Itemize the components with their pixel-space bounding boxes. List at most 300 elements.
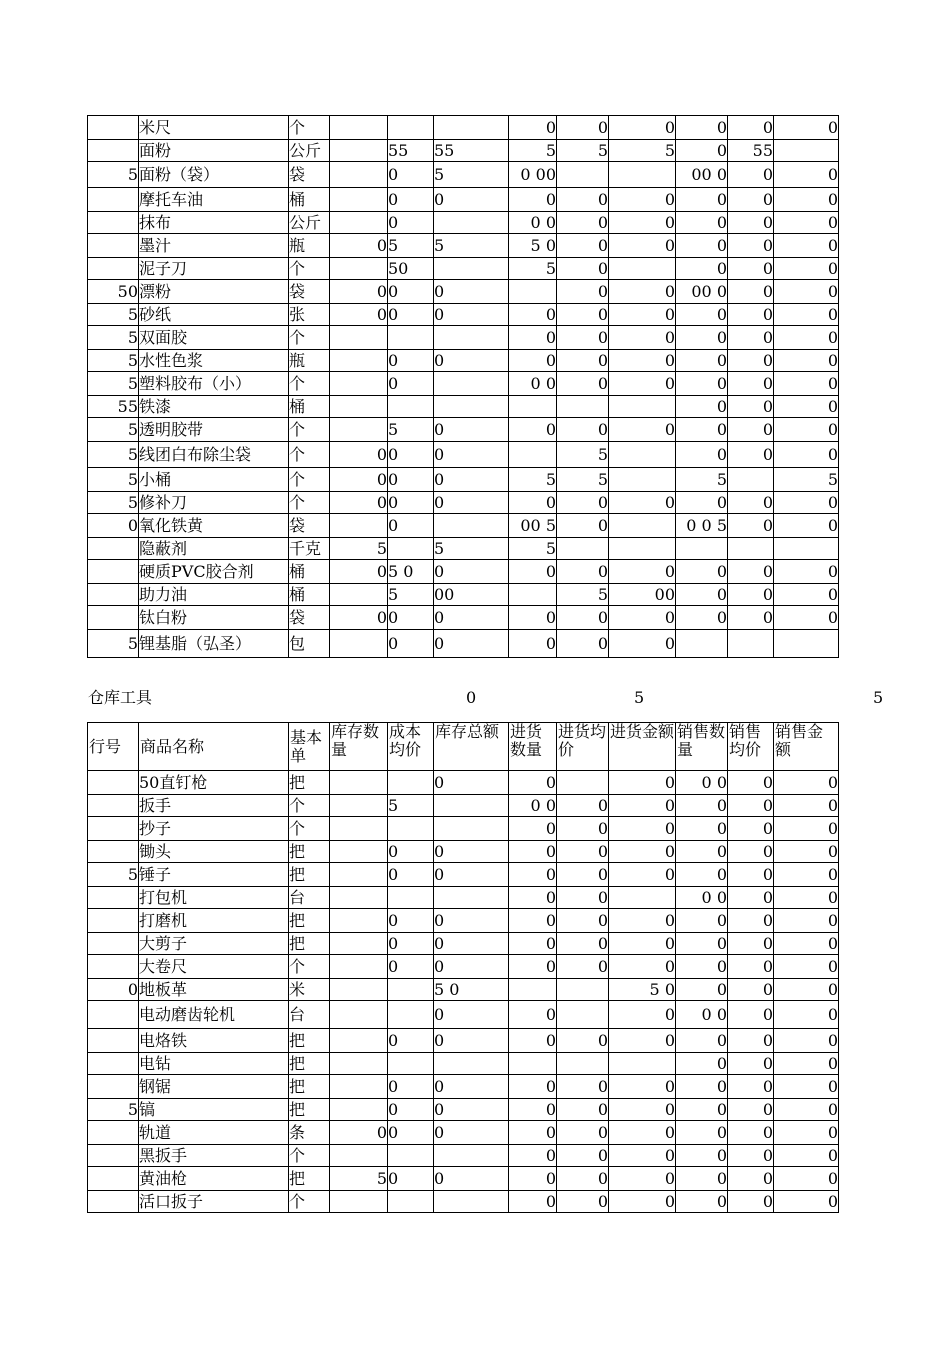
cell-name: 双面胶 [139,326,289,350]
cell-sale-amount [774,140,839,162]
cell-row-no [88,795,139,817]
cell-row-no: 5 [88,1099,139,1121]
table-row [88,234,839,258]
cell-sale-avg: 0 [728,326,774,350]
cell-in-avg: 0 [557,909,609,933]
cell-stock-qty [330,258,388,280]
cell-stock-total [434,817,509,841]
cell-in-avg [557,771,609,795]
cell-name: 硬质PVC胶合剂 [139,560,289,584]
cell-sale-avg: 0 [728,258,774,280]
cell-sale-avg: 0 [728,116,774,140]
cell-unit: 千克 [289,538,330,560]
cell-name: 面粉（袋） [139,162,289,188]
cell-name: 墨汁 [139,234,289,258]
cell-stock-qty [330,817,388,841]
table-row [88,396,839,418]
cell-sale-avg: 0 [728,909,774,933]
section-stock-total: 0 [466,688,477,707]
cell-in-amount: 0 [609,606,676,630]
cell-row-no: 5 [88,162,139,188]
cell-sale-qty: 0 [676,188,728,212]
cell-in-amount [609,468,676,492]
cell-stock-total: 00 [434,584,509,606]
cell-stock-total: 5 [434,538,509,560]
cell-sale-amount: 0 [774,350,839,372]
cell-name: 电烙铁 [139,1029,289,1053]
cell-stock-total: 0 [434,863,509,887]
cell-sale-qty: 0 [676,1075,728,1099]
cell-in-qty: 5 [509,258,557,280]
cell-in-amount: 0 [609,188,676,212]
cell-unit: 把 [289,1029,330,1053]
cell-stock-qty [330,1075,388,1099]
cell-in-avg [557,396,609,418]
cell-in-amount: 0 [609,1191,676,1213]
cell-unit: 瓶 [289,350,330,372]
cell-in-avg: 0 [557,1099,609,1121]
cell-sale-amount: 0 [774,234,839,258]
cell-stock-total [434,1053,509,1075]
section-sale-amount: 5 [873,688,884,707]
cell-sale-qty: 0 [676,116,728,140]
cell-sale-amount: 0 [774,280,839,304]
cell-stock-qty [330,955,388,979]
table-row [88,863,839,887]
cell-unit: 把 [289,1099,330,1121]
cell-cost-avg [388,326,434,350]
cell-name: 铁漆 [139,396,289,418]
cell-sale-amount: 0 [774,955,839,979]
cell-sale-avg: 0 [728,350,774,372]
cell-stock-qty [330,771,388,795]
cell-sale-qty: 0 0 5 [676,514,728,538]
cell-stock-total: 0 [434,560,509,584]
cell-row-no [88,1145,139,1167]
cell-cost-avg: 50 [388,258,434,280]
cell-sale-avg: 0 [728,418,774,442]
cell-in-avg: 0 [557,326,609,350]
cell-stock-qty [330,1053,388,1075]
cell-cost-avg: 5 0 [388,560,434,584]
cell-name: 50直钉枪 [139,771,289,795]
table-row [88,1167,839,1191]
cell-stock-qty [330,584,388,606]
cell-stock-total: 0 [434,304,509,326]
cell-sale-amount: 0 [774,418,839,442]
cell-stock-qty: 0 [330,468,388,492]
cell-sale-avg: 0 [728,606,774,630]
cell-in-qty: 0 [509,841,557,863]
cell-row-no [88,1167,139,1191]
cell-stock-qty [330,188,388,212]
cell-sale-qty: 0 [676,212,728,234]
cell-sale-avg [728,538,774,560]
cell-in-amount: 0 [609,212,676,234]
cell-name: 大卷尺 [139,955,289,979]
cell-sale-amount: 0 [774,817,839,841]
cell-name: 摩托车油 [139,188,289,212]
cell-stock-total [434,116,509,140]
cell-stock-qty [330,863,388,887]
table-row [88,909,839,933]
cell-cost-avg [388,116,434,140]
cell-unit: 个 [289,1145,330,1167]
cell-unit: 把 [289,1075,330,1099]
cell-row-no [88,140,139,162]
table-row [88,140,839,162]
cell-in-qty [509,1053,557,1075]
cell-in-qty: 5 [509,140,557,162]
cell-sale-qty: 0 [676,258,728,280]
cell-stock-qty [330,418,388,442]
cell-unit: 台 [289,1001,330,1029]
cell-sale-amount: 0 [774,372,839,396]
cell-name: 打磨机 [139,909,289,933]
cell-sale-qty: 00 0 [676,280,728,304]
cell-in-qty: 0 [509,1029,557,1053]
cell-sale-amount: 0 [774,188,839,212]
cell-in-amount: 5 0 [609,979,676,1001]
cell-sale-qty: 0 [676,140,728,162]
cell-sale-amount: 0 [774,116,839,140]
cell-unit: 袋 [289,606,330,630]
cell-stock-total: 0 [434,442,509,468]
cell-in-amount: 0 [609,372,676,396]
cell-sale-avg: 0 [728,560,774,584]
cell-stock-qty [330,979,388,1001]
table-row [88,304,839,326]
cell-sale-amount: 0 [774,1029,839,1053]
cell-cost-avg [388,1191,434,1213]
cell-name: 泥子刀 [139,258,289,280]
cell-sale-amount: 0 [774,326,839,350]
cell-sale-avg: 0 [728,1099,774,1121]
cell-sale-qty: 0 [676,795,728,817]
cell-sale-qty: 0 [676,863,728,887]
cell-unit: 个 [289,817,330,841]
cell-sale-amount: 0 [774,1099,839,1121]
cell-stock-total [434,1191,509,1213]
cell-name: 扳手 [139,795,289,817]
cell-stock-total [434,372,509,396]
cell-row-no [88,188,139,212]
cell-sale-avg: 0 [728,1001,774,1029]
table-row [88,162,839,188]
cell-unit: 个 [289,372,330,396]
cell-sale-qty: 0 [676,584,728,606]
cell-in-qty: 0 [509,955,557,979]
cell-in-avg: 0 [557,955,609,979]
cell-cost-avg: 0 [388,162,434,188]
cell-unit: 个 [289,955,330,979]
cell-in-amount: 5 [609,140,676,162]
cell-cost-avg [388,1001,434,1029]
table-row [88,350,839,372]
inventory-table-top-body [88,116,839,658]
cell-cost-avg: 0 [388,350,434,372]
cell-in-qty: 0 [509,326,557,350]
cell-row-no [88,606,139,630]
cell-row-no [88,771,139,795]
cell-in-amount: 0 [609,418,676,442]
cell-sale-avg: 0 [728,304,774,326]
cell-unit: 把 [289,841,330,863]
cell-row-no: 5 [88,630,139,658]
header-in-amount: 进货金额 [609,723,676,771]
cell-name: 锂基脂（弘圣） [139,630,289,658]
cell-row-no: 5 [88,468,139,492]
cell-sale-amount: 0 [774,1167,839,1191]
cell-sale-qty: 0 0 [676,1001,728,1029]
cell-stock-total [434,396,509,418]
cell-cost-avg: 0 [388,1121,434,1145]
cell-in-avg: 5 [557,442,609,468]
cell-cost-avg: 0 [388,372,434,396]
cell-sale-avg: 0 [728,979,774,1001]
cell-in-amount: 0 [609,492,676,514]
table-row [88,372,839,396]
cell-unit: 桶 [289,560,330,584]
cell-in-qty [509,442,557,468]
cell-cost-avg [388,887,434,909]
table-row [88,116,839,140]
cell-name: 活口扳子 [139,1191,289,1213]
table-row [88,538,839,560]
cell-stock-qty [330,1029,388,1053]
cell-in-avg [557,979,609,1001]
cell-row-no: 5 [88,304,139,326]
table-row [88,468,839,492]
cell-unit: 包 [289,630,330,658]
cell-stock-qty [330,1145,388,1167]
cell-in-amount [609,396,676,418]
header-unit: 基本单 [289,723,330,771]
table-row [88,1121,839,1145]
cell-in-amount: 0 [609,817,676,841]
cell-cost-avg [388,1145,434,1167]
cell-in-avg: 0 [557,188,609,212]
cell-row-no [88,212,139,234]
cell-unit: 个 [289,418,330,442]
cell-row-no: 5 [88,492,139,514]
cell-sale-avg: 0 [728,162,774,188]
cell-sale-qty: 0 [676,817,728,841]
cell-sale-amount: 0 [774,841,839,863]
cell-in-avg: 0 [557,560,609,584]
cell-cost-avg: 0 [388,188,434,212]
cell-cost-avg: 0 [388,863,434,887]
cell-name: 漂粉 [139,280,289,304]
cell-in-qty: 0 [509,630,557,658]
cell-in-qty: 0 [509,887,557,909]
cell-sale-qty: 0 [676,1053,728,1075]
cell-in-avg: 0 [557,116,609,140]
cell-name: 水性色浆 [139,350,289,372]
cell-sale-avg: 0 [728,372,774,396]
cell-stock-total: 0 [434,1099,509,1121]
header-sale-avg: 销售均价 [728,723,774,771]
cell-sale-qty: 0 [676,350,728,372]
cell-in-qty: 0 [509,304,557,326]
cell-in-qty: 0 [509,1191,557,1213]
cell-sale-amount: 5 [774,468,839,492]
table-row [88,1099,839,1121]
cell-sale-qty: 0 [676,418,728,442]
cell-in-amount [609,162,676,188]
cell-row-no [88,116,139,140]
cell-stock-qty [330,1191,388,1213]
cell-stock-total: 0 [434,492,509,514]
cell-stock-total: 0 [434,468,509,492]
cell-in-qty: 0 0 [509,372,557,396]
cell-sale-amount [774,630,839,658]
cell-cost-avg [388,817,434,841]
cell-in-qty: 0 [509,933,557,955]
cell-row-no: 5 [88,418,139,442]
cell-in-amount: 0 [609,1099,676,1121]
cell-in-avg: 0 [557,1121,609,1145]
cell-in-amount [609,887,676,909]
cell-row-no [88,887,139,909]
cell-in-qty: 0 00 [509,162,557,188]
cell-in-qty: 5 [509,468,557,492]
cell-in-avg: 0 [557,817,609,841]
cell-sale-avg: 0 [728,234,774,258]
cell-sale-qty: 0 [676,1145,728,1167]
cell-sale-qty: 0 [676,1029,728,1053]
cell-name: 抹布 [139,212,289,234]
cell-name: 隐蔽剂 [139,538,289,560]
cell-sale-avg: 0 [728,280,774,304]
cell-row-no: 50 [88,280,139,304]
cell-in-avg: 5 [557,468,609,492]
cell-cost-avg: 0 [388,606,434,630]
cell-in-avg: 0 [557,280,609,304]
cell-stock-qty [330,1001,388,1029]
cell-in-avg: 0 [557,795,609,817]
cell-unit: 把 [289,863,330,887]
cell-in-amount [609,1053,676,1075]
cell-in-amount: 0 [609,795,676,817]
cell-row-no: 0 [88,979,139,1001]
cell-in-amount: 0 [609,304,676,326]
cell-stock-total: 0 [434,280,509,304]
cell-row-no [88,817,139,841]
cell-in-avg: 0 [557,887,609,909]
cell-unit: 把 [289,933,330,955]
cell-unit: 个 [289,442,330,468]
cell-sale-amount: 0 [774,933,839,955]
cell-stock-total: 0 [434,841,509,863]
cell-cost-avg: 0 [388,1075,434,1099]
cell-in-avg: 5 [557,584,609,606]
cell-in-amount: 0 [609,1121,676,1145]
header-row-no: 行号 [88,723,139,771]
cell-cost-avg: 0 [388,955,434,979]
cell-in-qty: 0 [509,1075,557,1099]
cell-stock-qty [330,326,388,350]
cell-unit: 袋 [289,162,330,188]
cell-stock-qty [330,116,388,140]
cell-sale-avg: 0 [728,584,774,606]
cell-in-amount [609,258,676,280]
cell-in-amount: 0 [609,1167,676,1191]
cell-stock-qty [330,795,388,817]
cell-in-qty: 0 [509,909,557,933]
cell-name: 电动磨齿轮机 [139,1001,289,1029]
cell-in-qty: 0 [509,188,557,212]
cell-in-avg: 0 [557,1145,609,1167]
cell-row-no [88,538,139,560]
cell-sale-qty: 0 [676,1167,728,1191]
cell-in-amount: 0 [609,234,676,258]
table-row [88,979,839,1001]
cell-sale-qty [676,630,728,658]
cell-cost-avg: 0 [388,212,434,234]
cell-in-avg: 0 [557,606,609,630]
cell-sale-avg [728,630,774,658]
cell-unit: 桶 [289,188,330,212]
cell-unit: 公斤 [289,140,330,162]
header-sale-amount: 销售金额 [774,723,839,771]
cell-unit: 台 [289,887,330,909]
table-row [88,326,839,350]
table-row [88,606,839,630]
cell-stock-qty [330,514,388,538]
cell-sale-amount: 0 [774,795,839,817]
cell-in-amount: 0 [609,933,676,955]
cell-unit: 袋 [289,514,330,538]
cell-sale-avg: 0 [728,1029,774,1053]
cell-in-amount: 0 [609,955,676,979]
cell-stock-qty [330,841,388,863]
cell-sale-avg: 0 [728,955,774,979]
cell-sale-amount: 0 [774,1053,839,1075]
cell-row-no [88,1001,139,1029]
cell-sale-amount: 0 [774,1001,839,1029]
cell-cost-avg: 0 [388,492,434,514]
cell-sale-qty: 0 [676,304,728,326]
cell-row-no [88,1053,139,1075]
cell-in-amount: 00 [609,584,676,606]
cell-unit: 把 [289,771,330,795]
table-row [88,492,839,514]
cell-row-no [88,258,139,280]
cell-sale-qty: 0 [676,933,728,955]
table-row [88,258,839,280]
cell-cost-avg: 5 [388,584,434,606]
cell-row-no [88,584,139,606]
cell-name: 镐 [139,1099,289,1121]
table-row [88,955,839,979]
cell-unit: 个 [289,116,330,140]
cell-in-avg: 0 [557,492,609,514]
cell-in-qty: 5 [509,538,557,560]
cell-unit: 米 [289,979,330,1001]
cell-unit: 个 [289,326,330,350]
table-row [88,795,839,817]
cell-in-avg: 0 [557,841,609,863]
cell-unit: 个 [289,492,330,514]
cell-stock-total [434,212,509,234]
cell-row-no [88,1191,139,1213]
cell-in-avg: 0 [557,234,609,258]
cell-cost-avg [388,771,434,795]
cell-cost-avg: 5 [388,418,434,442]
cell-stock-total: 55 [434,140,509,162]
cell-name: 塑料胶布（小） [139,372,289,396]
